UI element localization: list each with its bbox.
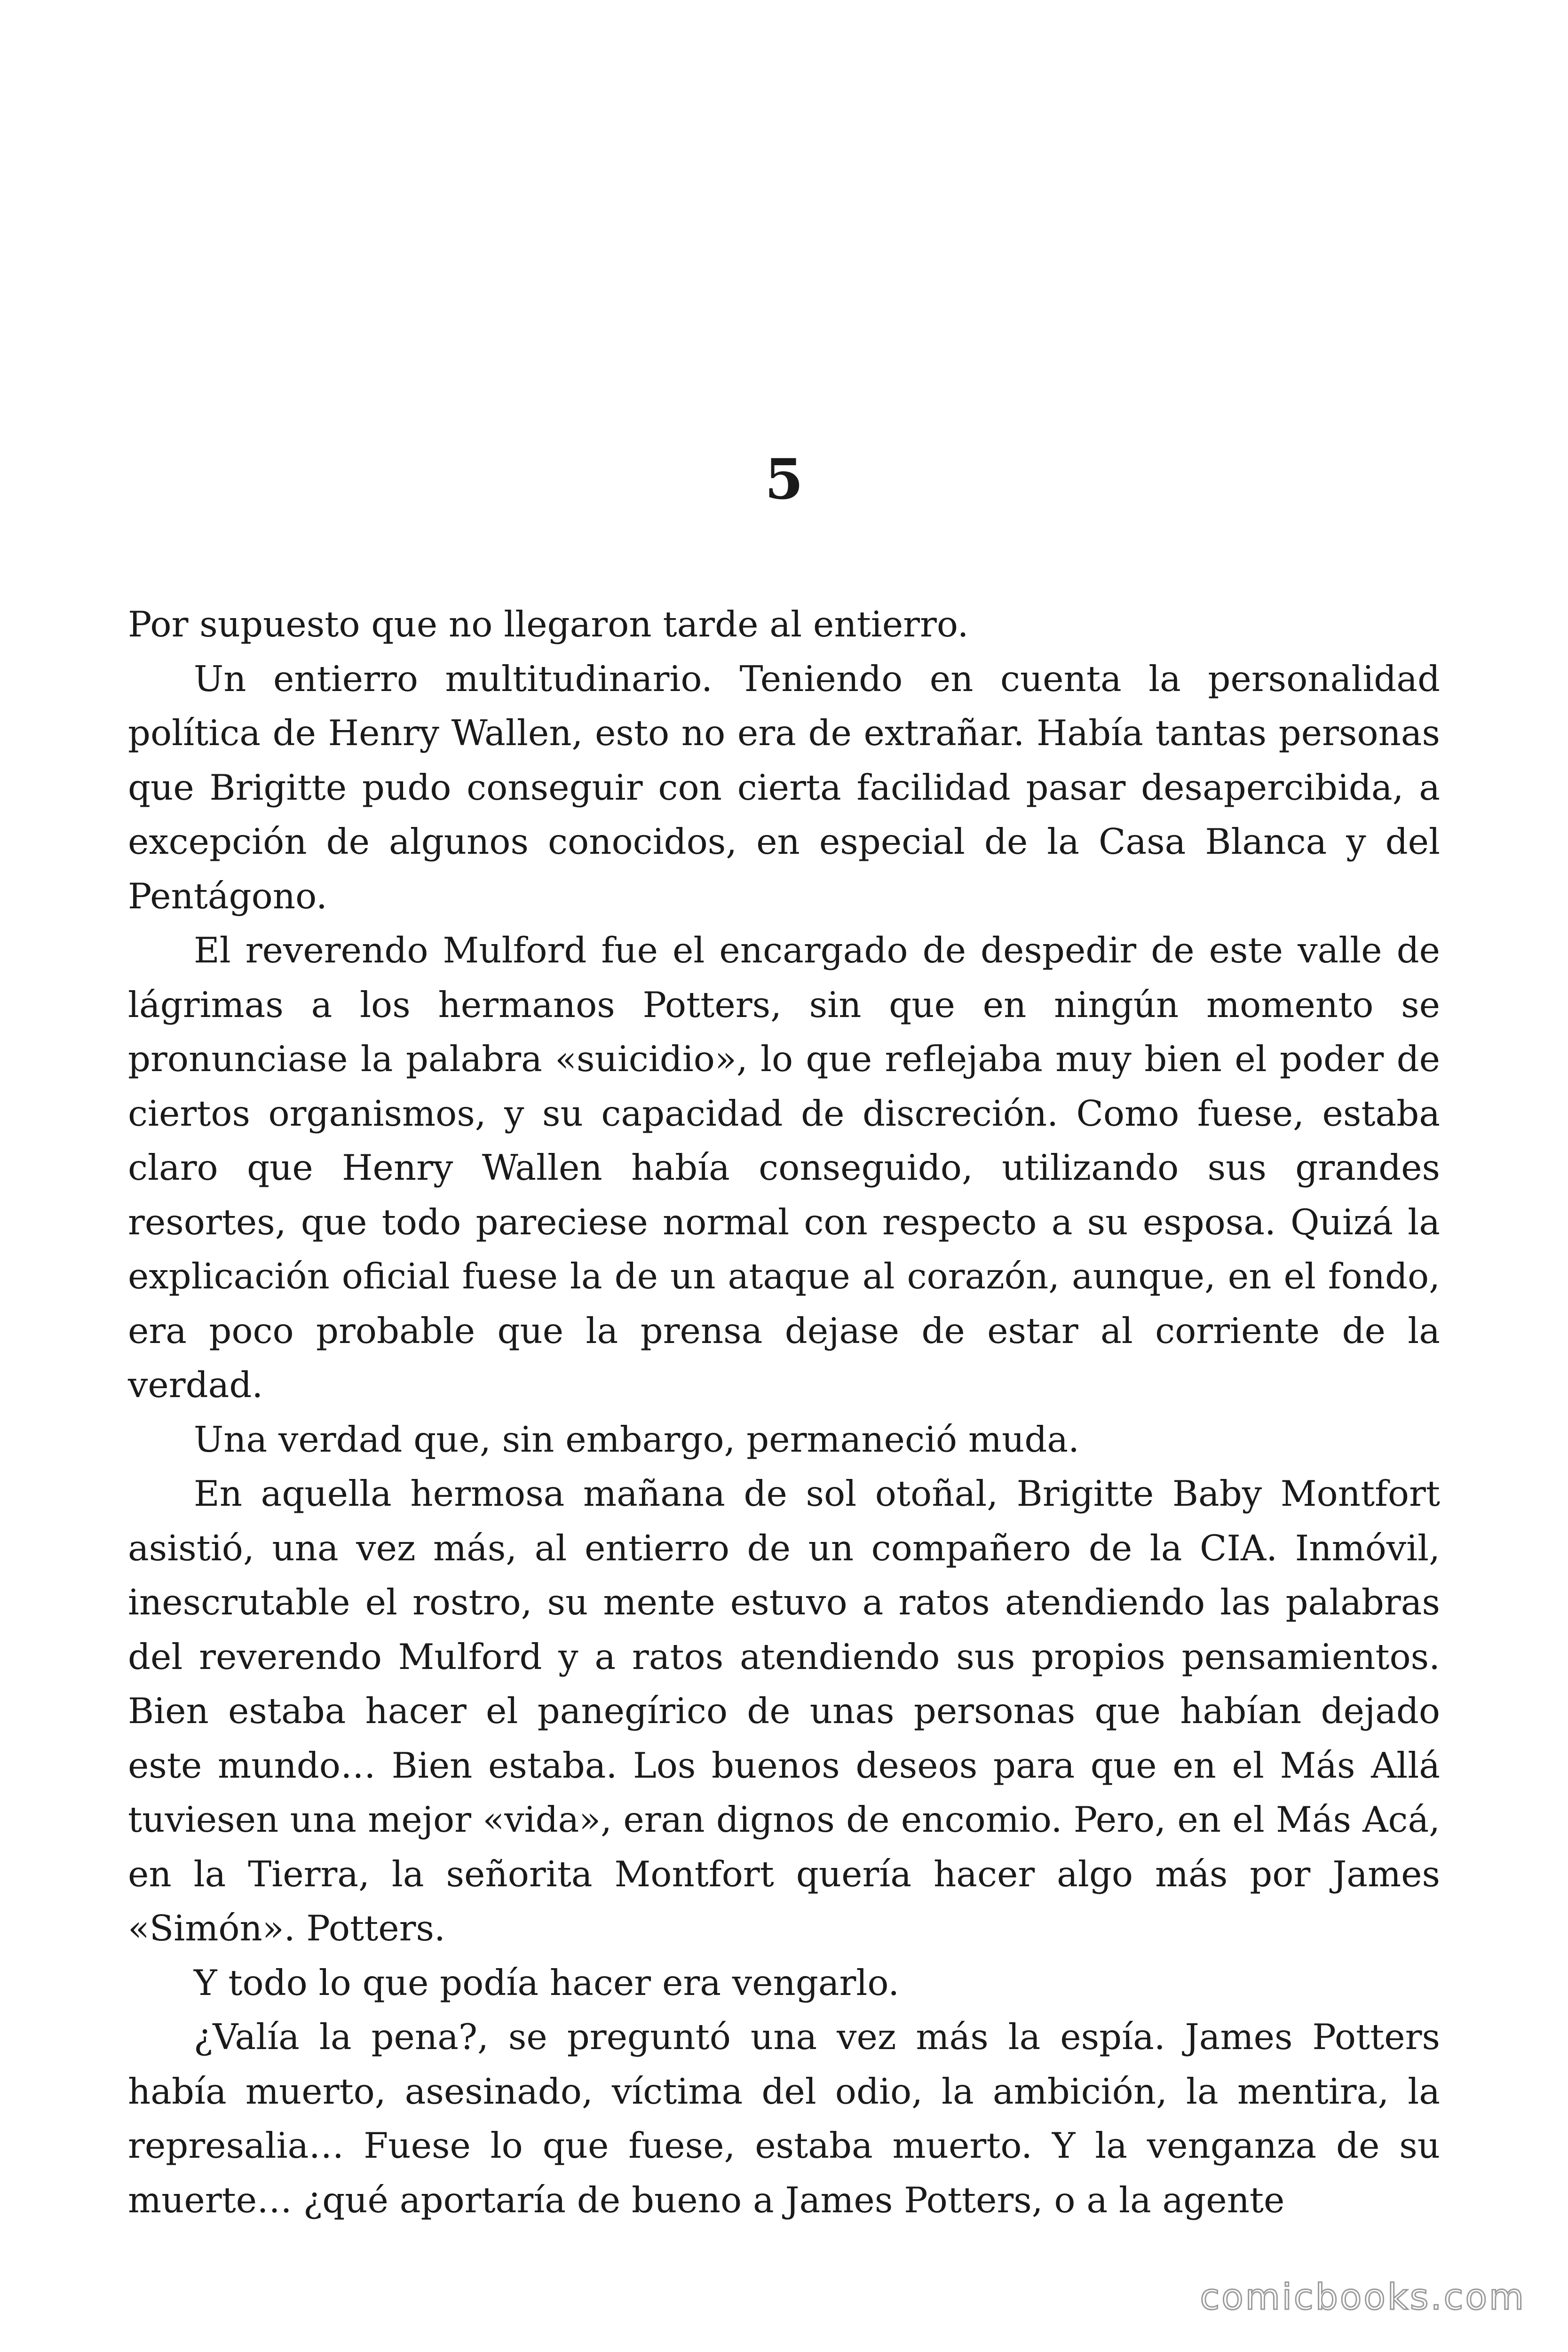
paragraph: Una verdad que, sin embargo, permaneció muda.	[194, 1418, 1079, 1460]
paragraph: En aquella hermosa mañana de sol otoñal, Brigitte Baby Montfort asistió, una vez más, al entierro de un compañero de la CIA. Inmóvil, inescrutable el rostro, su mente estuvo a ratos atendiendo las palabras del reverendo Mulford y a ratos atendiendo sus propios pensamientos. Bien estaba hacer el panegírico de unas personas que habían dejado este mundo… Bien estaba. Los buenos deseos para que en el Más Allá tuviesen una mejor «vida», eran dignos de encomio. Pero, en el Más Acá, en la Tierra, la señorita Montfort quería hacer algo más por James «Simón». Potters.	[128, 1473, 1440, 1949]
paragraph: ¿Valía la pena?, se preguntó una vez más la espía. James Potters había muerto, asesinado, víctima del odio, la ambición, la mentira, la represalia… Fuese lo que fuese, estaba muerto. Y la venganza de su muerte… ¿qué aportaría de bueno a James Potters, o a la agente	[128, 2016, 1440, 2221]
paragraph: Por supuesto que no llegaron tarde al entierro.	[128, 604, 969, 645]
watermark: comicbooks.com	[1200, 2276, 1526, 2318]
paragraph: Y todo lo que podía hacer era vengarlo.	[194, 1962, 900, 2003]
chapter-number: 5	[764, 446, 804, 512]
body-text	[128, 597, 1440, 2227]
paragraph: Un entierro multitudinario. Teniendo en cuenta la personalidad política de Henry Wallen, esto no era de extrañar. Había tantas personas que Brigitte pudo conseguir con cierta facilidad pasar desapercibida, a excepción de algunos conocidos, en especial de la Casa Blanca y del Pentágono.	[128, 658, 1440, 917]
paragraph: El reverendo Mulford fue el encargado de despedir de este valle de lágrimas a los hermanos Potters, sin que en ningún momento se pronunciase la palabra «suicidio», lo que reflejaba muy bien el poder de ciertos organismos, y su capacidad de discreción. Como fuese, estaba claro que Henry Wallen había conseguido, utilizando sus grandes resortes, que todo pareciese normal con respecto a su esposa. Quizá la explicación oficial fuese la de un ataque al corazón, aunque, en el fondo, era poco probable que la prensa dejase de estar al corriente de la verdad.	[128, 930, 1440, 1406]
